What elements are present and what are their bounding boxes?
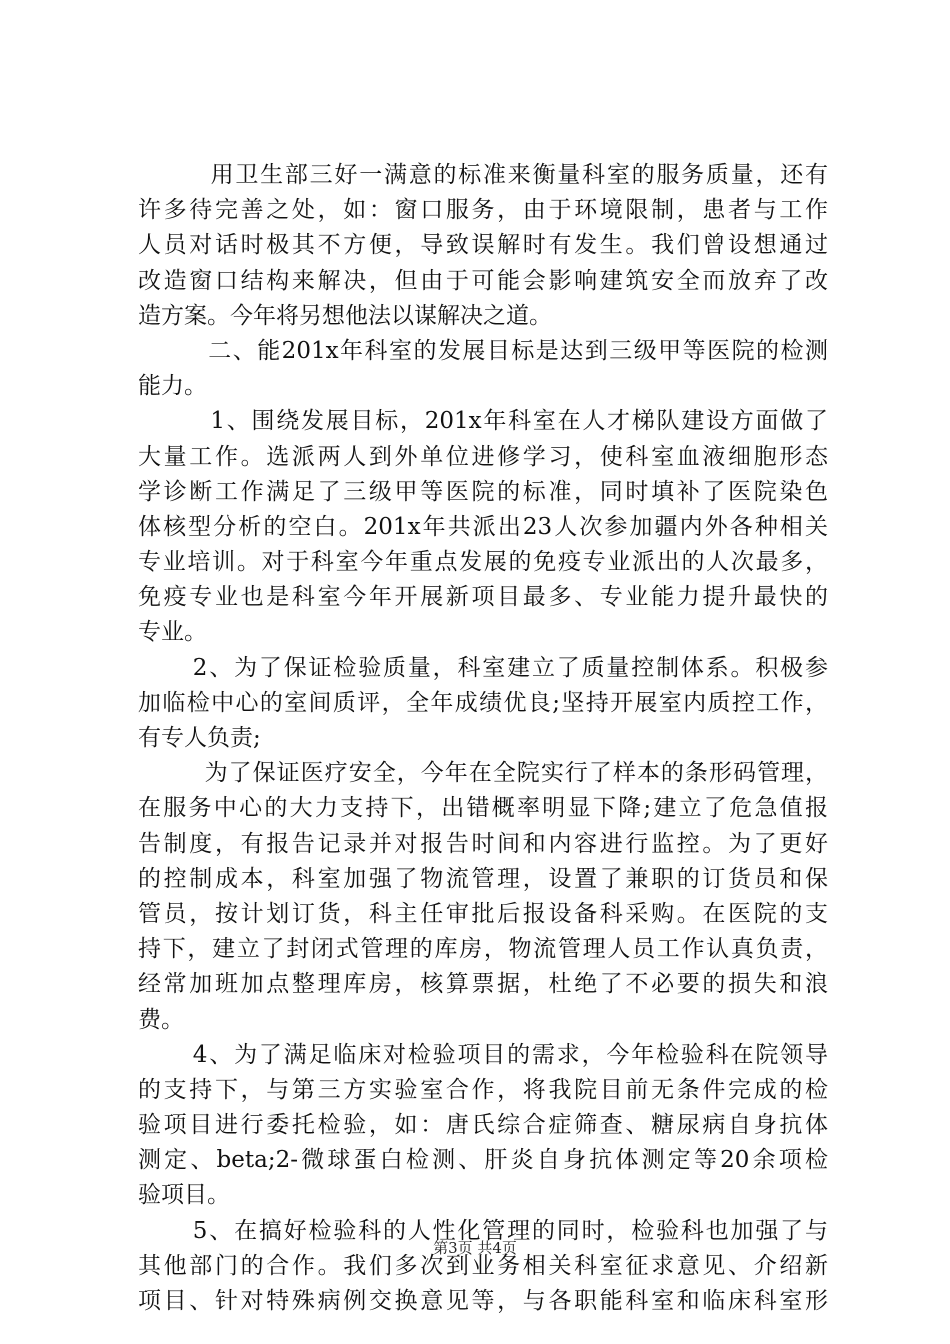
text-line: 用卫生部三好一满意的标准来衡量科室的服务质量，还有	[138, 162, 828, 188]
text-line: 2、为了保证检验质量，科室建立了质量控制体系。积极参	[138, 654, 828, 681]
text-line: 能力。	[138, 373, 207, 400]
text-line: 免疫专业也是科室今年开展新项目最多、专业能力提升最快的	[138, 584, 828, 611]
text-line: 有专人负责;	[138, 725, 261, 751]
text-line: 为了保证医疗安全，今年在全院实行了样本的条形码管理，	[138, 760, 828, 787]
body-text	[138, 158, 828, 1319]
text-line: 学诊断工作满足了三级甲等医院的标准，同时填补了医院染色	[138, 478, 828, 505]
text-line: 人员对话时极其不方便，导致误解时有发生。我们曾设想通过	[138, 232, 828, 259]
text-line: 测定、beta;2-微球蛋白检测、肝炎自身抗体测定等20余项检	[138, 1147, 828, 1174]
text-line: 加临检中心的室间质评，全年成绩优良;坚持开展室内质控工作，	[138, 689, 828, 716]
page-footer: 第3页 共4页	[433, 1239, 517, 1257]
text-line: 的支持下，与第三方实验室合作，将我院目前无条件完成的检	[138, 1076, 828, 1103]
text-line: 告制度，有报告记录并对报告时间和内容进行监控。为了更好	[138, 830, 828, 857]
text-line: 4、为了满足临床对检验项目的需求，今年检验科在院领导	[138, 1041, 828, 1068]
text-line: 1、围绕发展目标，201x年科室在人才梯队建设方面做了	[138, 408, 828, 435]
text-line: 二、能201x年科室的发展目标是达到三级甲等医院的检测	[138, 337, 828, 364]
text-line: 管员，按计划订货，科主任审批后报设备科采购。在医院的支	[138, 900, 828, 927]
text-line: 在服务中心的大力支持下，出错概率明显下降;建立了危急值报	[138, 795, 828, 822]
text-line: 其他部门的合作。我们多次到业务相关科室征求意见、介绍新	[138, 1252, 828, 1279]
text-line: 经常加班加点整理库房，核算票据，杜绝了不必要的损失和浪	[138, 971, 828, 998]
text-line: 验项目。	[138, 1182, 230, 1209]
text-line: 体核型分析的空白。201x年共派出23人次参加疆内外各种相关	[138, 513, 828, 540]
text-line: 5、在搞好检验科的人性化管理的同时，检验科也加强了与	[138, 1217, 828, 1244]
text-line: 造方案。今年将另想他法以谋解决之道。	[138, 302, 552, 329]
text-line: 大量工作。选派两人到外单位进修学习，使科室血液细胞形态	[138, 443, 828, 470]
text-line: 持下，建立了封闭式管理的库房，物流管理人员工作认真负责，	[138, 936, 828, 963]
text-line: 专业。	[138, 619, 207, 646]
text-line: 专业培训。对于科室今年重点发展的免疫专业派出的人次最多，	[138, 549, 828, 576]
text-line: 许多待完善之处，如：窗口服务，由于环境限制，患者与工作	[138, 197, 828, 224]
text-line: 项目、针对特殊病例交换意见等，与各职能科室和临床科室形	[138, 1288, 828, 1314]
text-line: 的控制成本，科室加强了物流管理，设置了兼职的订货员和保	[138, 865, 828, 892]
text-line: 改造窗口结构来解决，但由于可能会影响建筑安全而放弃了改	[138, 267, 828, 294]
text-line: 费。	[138, 1006, 184, 1033]
text-line: 验项目进行委托检验，如：唐氏综合症筛查、糖尿病自身抗体	[138, 1112, 828, 1139]
